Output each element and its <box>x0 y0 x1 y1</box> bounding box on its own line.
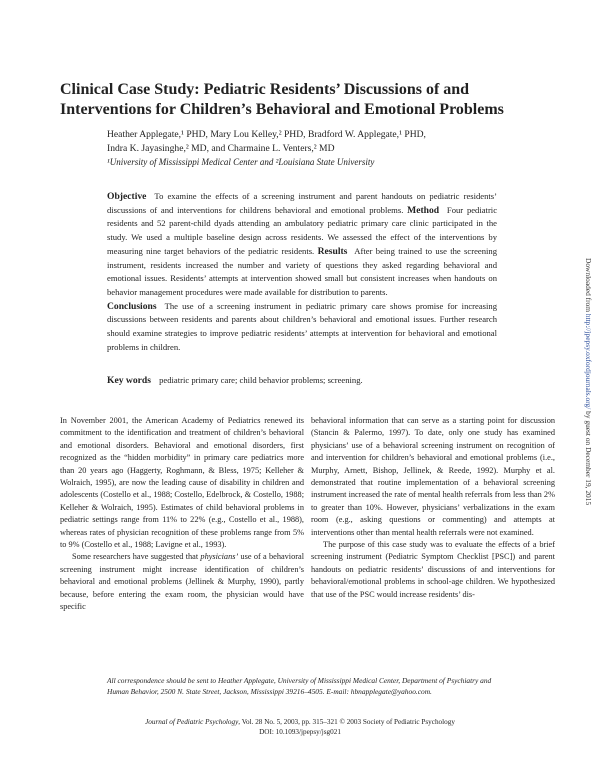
author-line-1: Heather Applegate,¹ PHD, Mary Lou Kelley,² PHD, Bradford W. Applegate,¹ PHD, <box>107 129 426 140</box>
body-paragraph: behavioral information that can serve as a starting point for discussion (Stancin & Palermo, 1997). To date, only one study has examined physicians’ use of a behavioral screening instrument on recognition of and intervention for children’s behavioral and emotional problems (i.e., Murphy, Arnett, Bishop, Jellinek, & Reede, 1992). Murphy et al. demonstrated that routine implementation of a behavioral screening instrument increased the rate of mental health referrals from less than 2% to greater than 10%. However, physicians’ verbalizations in the exam room (e.g., asking questions or commenting) and attempts at interventions other than mental health referrals were not examined. <box>311 416 555 537</box>
keywords <box>107 374 497 387</box>
method-text: Four pediatric residents and 52 parent-child dyads attending an ambulatory pediatric primary care clinic participated in the study. We used a multiple baseline design across residents. We assessed the effect of the interventions by measuring nine target behaviors of the pediatric residents. <box>107 204 498 256</box>
download-date: by guest on December 19, 2015 <box>584 409 593 506</box>
body-column-right <box>311 415 555 601</box>
conclusions-text: The use of a screening instrument in pediatric primary care shows promise for increasing discussions between residents and parents about children’s behavioral and emotional issues. Further research should examine strategies to improve pediatric residents’ attempts at intervention for behavioral and emotional problems in children. <box>107 300 497 352</box>
doi: DOI: 10.1093/jpepsy/jsg021 <box>259 728 341 736</box>
article-title: Clinical Case Study: Pediatric Residents’ Discussions of and Interventions for Children’s Behavioral and Emotional Problems <box>60 81 504 118</box>
keywords-text: pediatric primary care; child behavior problems; screening. <box>159 375 363 385</box>
body-paragraph: In November 2001, the American Academy of Pediatrics renewed its commitment to the identification and treatment of children’s behavioral and emotional disorders. Behavioral and emotional disorders, first recognized as the “hidden morbidity” in primary care pediatrics more than 20 years ago (Haggerty, Roghmann, & Bless, 1975; Kelleher & Wolraich, 1995), are now the leading cause of disability in children and adolescents (Costello et al., 1988; Costello, Edelbrock, & Costello, 1988; Kelleher & Wolraich, 1995). Estimates of child behavioral problems in pediatric settings range from 11% to 22% (e.g., Costello et al., 1988), whereas rates of physician recognition of these problems range from 5% to 9% (Costello et al., 1988; Lavigne et al., 1993). <box>60 416 304 550</box>
abstract <box>107 190 497 354</box>
journal-citation <box>100 717 500 727</box>
author-line-2: Indra K. Jayasinghe,² MD, and Charmaine L. Venters,² MD <box>107 143 335 154</box>
body-text: Some researchers have suggested that <box>72 552 201 562</box>
correspondence-note: All correspondence should be sent to Heather Applegate, University of Mississippi Medical Center, Department of Psychiatry and Human Behavior, 2500 N. State Street, Jackson, Mississippi 39216–4505. E-mail: hbnapplegate@yahoo.com. <box>107 676 492 696</box>
body-paragraph <box>60 551 304 613</box>
author-list <box>107 128 527 156</box>
keywords-label: Key words <box>107 375 151 386</box>
conclusions-label: Conclusions <box>107 300 157 312</box>
download-watermark <box>584 258 593 505</box>
download-text: Downloaded from <box>584 258 593 314</box>
body-text: use of a behavioral screening instrument might increase identification of children’s behavioral and emotional problems (Jellinek & Murphy, 1990), partly because, before entering the exam room, the physician would have specific <box>60 552 304 612</box>
results-text: After being trained to use the screening instrument, residents increased the number and variety of questions they asked regarding behavioral and emotional issues. Residents’ attempts at intervention showed small but consistent increases when handouts on behavior management procedures were made available for distribution to parents. <box>107 245 497 297</box>
results-label: Results <box>317 245 348 257</box>
body-emphasis: physicians’ <box>200 552 239 562</box>
affiliations: ¹University of Mississippi Medical Center and ²Louisiana State University <box>107 157 375 167</box>
body-paragraph: The purpose of this case study was to evaluate the effects of a brief screening instrument (Pediatric Symptom Checklist [PSC]) and parent handouts on pediatric residents’ discussions of and interventions for behavioral/emotional problems in school-age children. We hypothesized that use of the PSC would increase residents’ dis- <box>311 540 555 599</box>
method-label: Method <box>407 204 440 216</box>
objective-text: To examine the effects of a screening instrument and parent handouts on pediatric residents’ discussions of and interventions for childrens behavioral and emotional problems. <box>107 191 497 215</box>
objective-label: Objective <box>107 191 147 202</box>
journal-name: Journal of Pediatric Psychology <box>145 718 239 726</box>
journal-footer <box>100 717 500 737</box>
journal-url-link[interactable]: http://jpepsy.oxfordjournals.org/ <box>584 313 593 410</box>
body-column-left <box>60 415 304 614</box>
citation-details: , Vol. 28 No. 5, 2003, pp. 315–321 © 2003 Society of Pediatric Psychology <box>238 718 455 726</box>
